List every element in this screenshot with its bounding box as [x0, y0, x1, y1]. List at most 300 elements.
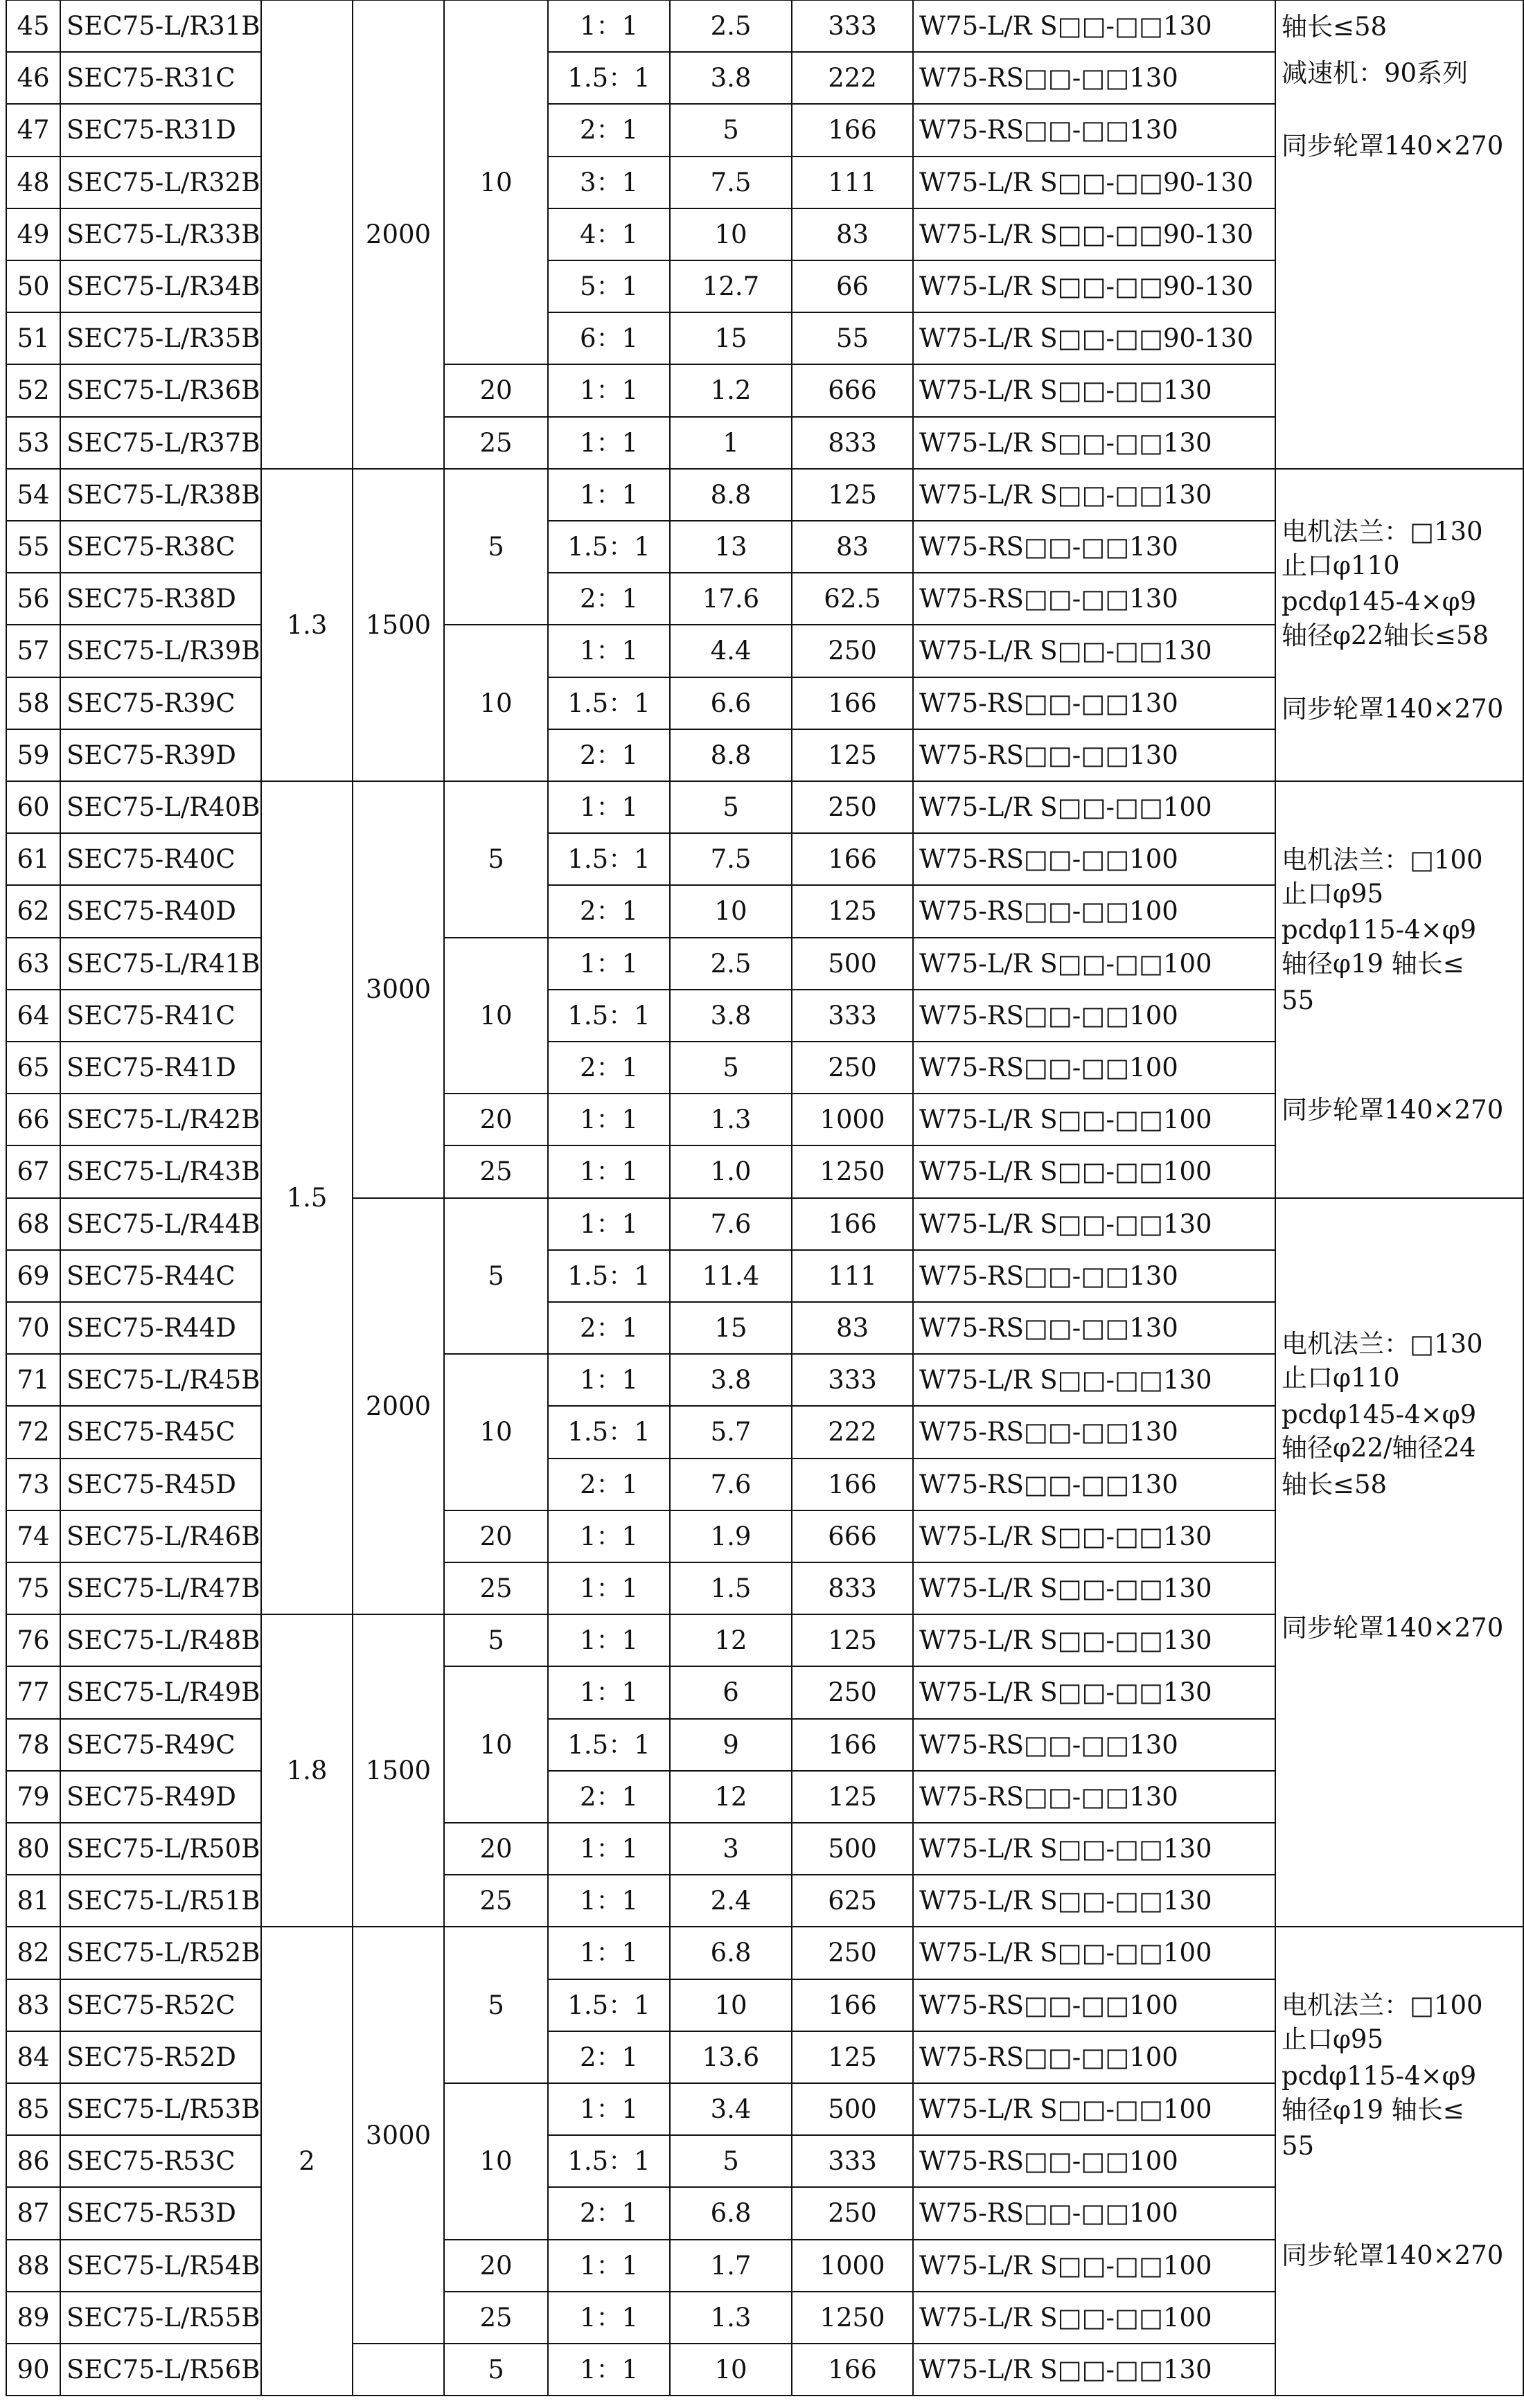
ratio-cell: 1：1 — [547, 1874, 671, 1927]
row-number: 62 — [6, 884, 61, 938]
model-code: SEC75-L/R44B — [60, 1197, 262, 1251]
gear-ratio-group: 10 — [443, 1666, 549, 1823]
remark-line: 55 — [1282, 985, 1315, 1015]
row-number: 49 — [6, 208, 61, 261]
gear-ratio-group: 20 — [443, 1093, 549, 1146]
torque-cell: 10 — [669, 884, 792, 938]
remark-line: 同步轮罩140×270 — [1282, 693, 1504, 724]
row-number: 70 — [6, 1301, 61, 1355]
remark-line: 轴长≤58 — [1282, 11, 1388, 42]
speed-cell: 166 — [791, 2343, 914, 2396]
row-number: 87 — [6, 2186, 61, 2240]
row-number: 51 — [6, 312, 61, 365]
ratio-cell: 1：1 — [547, 468, 671, 521]
row-number: 85 — [6, 2083, 61, 2136]
model-code: SEC75-R52D — [60, 2031, 262, 2084]
torque-cell: 10 — [669, 208, 792, 261]
part-number: W75-L/R S□□-□□130 — [912, 1510, 1276, 1563]
model-code: SEC75-L/R55B — [60, 2291, 262, 2344]
torque-cell: 3.8 — [669, 989, 792, 1042]
torque-cell: 1 — [669, 416, 792, 470]
row-number: 47 — [6, 103, 61, 157]
model-code: SEC75-L/R53B — [60, 2083, 262, 2136]
remark-line: 电机法兰：□100 — [1282, 844, 1483, 875]
speed-cell: 125 — [791, 468, 914, 521]
part-number: W75-RS□□-□□130 — [912, 1718, 1276, 1772]
model-code: SEC75-L/R32B — [60, 156, 262, 209]
model-code: SEC75-L/R40B — [60, 781, 262, 834]
model-code: SEC75-L/R36B — [60, 364, 262, 417]
ratio-cell: 1：1 — [547, 1510, 671, 1563]
torque-cell: 12.7 — [669, 260, 792, 313]
ratio-cell: 1：1 — [547, 781, 671, 834]
remark-line: 止口φ110 — [1282, 1362, 1400, 1393]
model-code: SEC75-L/R56B — [60, 2343, 262, 2396]
torque-cell: 12 — [669, 1770, 792, 1823]
model-code: SEC75-L/R43B — [60, 1145, 262, 1198]
part-number: W75-L/R S□□-□□90-130 — [912, 312, 1276, 365]
ratio-cell: 1：1 — [547, 2239, 671, 2292]
row-number: 84 — [6, 2031, 61, 2084]
part-number: W75-L/R S□□-□□90-130 — [912, 156, 1276, 209]
ratio-cell: 1：1 — [547, 1562, 671, 1615]
model-code: SEC75-R38C — [60, 520, 262, 573]
model-code: SEC75-L/R50B — [60, 1822, 262, 1875]
speed-cell: 666 — [791, 364, 914, 417]
model-code: SEC75-L/R45B — [60, 1353, 262, 1407]
ratio-cell: 2：1 — [547, 103, 671, 157]
row-number: 64 — [6, 989, 61, 1042]
model-code: SEC75-R38D — [60, 572, 262, 625]
part-number: W75-L/R S□□-□□130 — [912, 468, 1276, 521]
torque-cell: 15 — [669, 312, 792, 365]
speed-cell: 250 — [791, 1926, 914, 1979]
ratio-cell: 2：1 — [547, 1301, 671, 1355]
remark-line: 止口φ95 — [1282, 2024, 1383, 2054]
speed-cell: 1250 — [791, 2291, 914, 2344]
torque-cell: 6.6 — [669, 677, 792, 730]
speed-cell: 166 — [791, 677, 914, 730]
part-number: W75-RS□□-□□130 — [912, 1405, 1276, 1459]
remark-line: 轴径φ19 轴长≤ — [1282, 2094, 1464, 2125]
part-number: W75-L/R S□□-□□130 — [912, 364, 1276, 417]
torque-cell: 17.6 — [669, 572, 792, 625]
row-number: 74 — [6, 1510, 61, 1563]
gear-ratio-group: 10 — [443, 1353, 549, 1511]
part-number: W75-L/R S□□-□□100 — [912, 1145, 1276, 1198]
torque-cell: 6.8 — [669, 1926, 792, 1979]
row-number: 68 — [6, 1197, 61, 1251]
gear-ratio-group: 5 — [443, 2343, 549, 2396]
ratio-cell: 2：1 — [547, 2186, 671, 2240]
gear-ratio-group: 5 — [443, 1614, 549, 1667]
ratio-cell: 1.5：1 — [547, 51, 671, 105]
speed-cell: 833 — [791, 416, 914, 470]
speed-cell: 166 — [791, 1197, 914, 1251]
part-number: W75-RS□□-□□100 — [912, 2186, 1276, 2240]
speed-cell: 250 — [791, 624, 914, 677]
gear-ratio-group: 20 — [443, 1510, 549, 1563]
speed-cell: 111 — [791, 156, 914, 209]
model-code: SEC75-L/R34B — [60, 260, 262, 313]
ratio-cell: 1：1 — [547, 1353, 671, 1407]
model-code: SEC75-R49D — [60, 1770, 262, 1823]
speed-cell: 625 — [791, 1874, 914, 1927]
row-number: 69 — [6, 1249, 61, 1303]
part-number: W75-L/R S□□-□□130 — [912, 1614, 1276, 1667]
torque-cell: 3 — [669, 1822, 792, 1875]
row-number: 55 — [6, 520, 61, 573]
remark-line: pcdφ145-4×φ9 — [1282, 587, 1477, 617]
rpm-group: 2000 — [352, 0, 445, 470]
row-number: 48 — [6, 156, 61, 209]
ratio-cell: 2：1 — [547, 572, 671, 625]
gear-ratio-group: 5 — [443, 781, 549, 938]
row-number: 46 — [6, 51, 61, 105]
torque-cell: 5.7 — [669, 1405, 792, 1459]
speed-cell: 500 — [791, 937, 914, 990]
model-code: SEC75-L/R47B — [60, 1562, 262, 1615]
model-code: SEC75-L/R42B — [60, 1093, 262, 1146]
gear-ratio-group: 10 — [443, 624, 549, 782]
model-code: SEC75-R52C — [60, 1979, 262, 2032]
row-number: 63 — [6, 937, 61, 990]
part-number: W75-RS□□-□□130 — [912, 572, 1276, 625]
ratio-cell: 1：1 — [547, 937, 671, 990]
ratio-cell: 1：1 — [547, 1093, 671, 1146]
speed-cell: 333 — [791, 1353, 914, 1407]
remark-line: 电机法兰：□100 — [1282, 1990, 1483, 2021]
part-number: W75-L/R S□□-□□100 — [912, 2291, 1276, 2344]
row-number: 78 — [6, 1718, 61, 1772]
model-code: SEC75-R39C — [60, 677, 262, 730]
ratio-cell: 1.5：1 — [547, 2134, 671, 2188]
ratio-cell: 2：1 — [547, 729, 671, 782]
speed-cell: 250 — [791, 2186, 914, 2240]
ratio-cell: 1：1 — [547, 2343, 671, 2396]
remark-line: 同步轮罩140×270 — [1282, 1094, 1504, 1125]
remark-line: 电机法兰：□130 — [1282, 516, 1483, 546]
speed-cell: 500 — [791, 2083, 914, 2136]
torque-cell: 8.8 — [669, 468, 792, 521]
model-code: SEC75-R41C — [60, 989, 262, 1042]
gear-ratio-group: 10 — [443, 2083, 549, 2240]
speed-cell: 833 — [791, 1562, 914, 1615]
model-code: SEC75-L/R52B — [60, 1926, 262, 1979]
row-number: 52 — [6, 364, 61, 417]
ratio-cell: 2：1 — [547, 1458, 671, 1511]
model-code: SEC75-R44C — [60, 1249, 262, 1303]
torque-cell: 10 — [669, 2343, 792, 2396]
torque-cell: 13.6 — [669, 2031, 792, 2084]
remark-line: 轴径φ22/轴径24 — [1282, 1433, 1476, 1463]
power-group: 1.5 — [260, 781, 353, 1615]
ratio-cell: 1：1 — [547, 1926, 671, 1979]
row-number: 76 — [6, 1614, 61, 1667]
rpm-group — [352, 2343, 445, 2396]
model-code: SEC75-R53C — [60, 2134, 262, 2188]
part-number: W75-RS□□-□□130 — [912, 729, 1276, 782]
row-number: 58 — [6, 677, 61, 730]
ratio-cell: 1.5：1 — [547, 832, 671, 886]
torque-cell: 3.4 — [669, 2083, 792, 2136]
model-code: SEC75-R49C — [60, 1718, 262, 1772]
part-number: W75-L/R S□□-□□100 — [912, 1926, 1276, 1979]
remark-line: 同步轮罩140×270 — [1282, 1612, 1504, 1643]
ratio-cell: 1.5：1 — [547, 520, 671, 573]
row-number: 45 — [6, 0, 61, 53]
part-number: W75-RS□□-□□130 — [912, 677, 1276, 730]
torque-cell: 12 — [669, 1614, 792, 1667]
part-number: W75-L/R S□□-□□130 — [912, 2343, 1276, 2396]
ratio-cell: 5：1 — [547, 260, 671, 313]
part-number: W75-L/R S□□-□□130 — [912, 1562, 1276, 1615]
remark-line: 轴长≤58 — [1282, 1470, 1388, 1500]
row-number: 72 — [6, 1405, 61, 1459]
part-number: W75-RS□□-□□130 — [912, 520, 1276, 573]
power-group — [260, 0, 353, 470]
model-code: SEC75-L/R48B — [60, 1614, 262, 1667]
row-number: 80 — [6, 1822, 61, 1875]
part-number: W75-RS□□-□□130 — [912, 51, 1276, 105]
model-code: SEC75-L/R54B — [60, 2239, 262, 2292]
model-code: SEC75-L/R35B — [60, 312, 262, 365]
part-number: W75-RS□□-□□130 — [912, 1458, 1276, 1511]
part-number: W75-RS□□-□□100 — [912, 2031, 1276, 2084]
model-code: SEC75-R41D — [60, 1041, 262, 1094]
model-code: SEC75-L/R49B — [60, 1666, 262, 1719]
row-number: 75 — [6, 1562, 61, 1615]
speed-cell: 166 — [791, 1718, 914, 1772]
speed-cell: 125 — [791, 1770, 914, 1823]
row-number: 73 — [6, 1458, 61, 1511]
gear-ratio-group: 20 — [443, 2239, 549, 2292]
gear-ratio-group: 10 — [443, 0, 549, 365]
part-number: W75-L/R S□□-□□130 — [912, 1197, 1276, 1251]
remark-line: 电机法兰：□130 — [1282, 1329, 1483, 1359]
torque-cell: 1.3 — [669, 2291, 792, 2344]
torque-cell: 5 — [669, 2134, 792, 2188]
speed-cell: 83 — [791, 1301, 914, 1355]
torque-cell: 6.8 — [669, 2186, 792, 2240]
model-code: SEC75-L/R41B — [60, 937, 262, 990]
part-number: W75-RS□□-□□100 — [912, 884, 1276, 938]
model-code: SEC75-L/R37B — [60, 416, 262, 470]
speed-cell: 250 — [791, 781, 914, 834]
torque-cell: 7.5 — [669, 156, 792, 209]
ratio-cell: 1.5：1 — [547, 989, 671, 1042]
power-group: 2 — [260, 1926, 353, 2396]
speed-cell: 83 — [791, 208, 914, 261]
torque-cell: 1.9 — [669, 1510, 792, 1563]
ratio-cell: 1：1 — [547, 1197, 671, 1251]
row-number: 86 — [6, 2134, 61, 2188]
part-number: W75-L/R S□□-□□100 — [912, 937, 1276, 990]
row-number: 90 — [6, 2343, 61, 2396]
ratio-cell: 1：1 — [547, 1666, 671, 1719]
part-number: W75-RS□□-□□130 — [912, 1301, 1276, 1355]
torque-cell: 8.8 — [669, 729, 792, 782]
model-code: SEC75-R44D — [60, 1301, 262, 1355]
rpm-group: 2000 — [352, 1197, 445, 1616]
row-number: 61 — [6, 832, 61, 886]
speed-cell: 250 — [791, 1666, 914, 1719]
ratio-cell: 1：1 — [547, 1614, 671, 1667]
part-number: W75-RS□□-□□100 — [912, 1979, 1276, 2032]
torque-cell: 5 — [669, 103, 792, 157]
row-number: 77 — [6, 1666, 61, 1719]
row-number: 60 — [6, 781, 61, 834]
torque-cell: 2.5 — [669, 0, 792, 53]
speed-cell: 1000 — [791, 1093, 914, 1146]
ratio-cell: 1：1 — [547, 624, 671, 677]
part-number: W75-RS□□-□□130 — [912, 1249, 1276, 1303]
model-code: SEC75-R40D — [60, 884, 262, 938]
torque-cell: 2.4 — [669, 1874, 792, 1927]
row-number: 81 — [6, 1874, 61, 1927]
ratio-cell: 2：1 — [547, 1041, 671, 1094]
part-number: W75-L/R S□□-□□130 — [912, 0, 1276, 53]
gear-ratio-group: 5 — [443, 468, 549, 626]
part-number: W75-L/R S□□-□□100 — [912, 781, 1276, 834]
speed-cell: 83 — [791, 520, 914, 573]
rpm-group: 1500 — [352, 1614, 445, 1927]
row-number: 79 — [6, 1770, 61, 1823]
gear-ratio-group: 25 — [443, 416, 549, 470]
remark-line: pcdφ115-4×φ9 — [1282, 2060, 1477, 2091]
model-code: SEC75-R40C — [60, 832, 262, 886]
torque-cell: 1.0 — [669, 1145, 792, 1198]
model-code: SEC75-L/R39B — [60, 624, 262, 677]
model-code: SEC75-R39D — [60, 729, 262, 782]
ratio-cell: 1：1 — [547, 0, 671, 53]
torque-cell: 1.3 — [669, 1093, 792, 1146]
remark-line: 减速机：90系列 — [1282, 58, 1469, 89]
torque-cell: 1.5 — [669, 1562, 792, 1615]
ratio-cell: 2：1 — [547, 884, 671, 938]
power-group: 1.3 — [260, 468, 353, 782]
speed-cell: 125 — [791, 2031, 914, 2084]
speed-cell: 250 — [791, 1041, 914, 1094]
remark-line: pcdφ115-4×φ9 — [1282, 915, 1477, 945]
remark-line: 同步轮罩140×270 — [1282, 131, 1504, 161]
row-number: 50 — [6, 260, 61, 313]
row-number: 66 — [6, 1093, 61, 1146]
model-code: SEC75-L/R51B — [60, 1874, 262, 1927]
gear-ratio-group: 10 — [443, 937, 549, 1095]
remark-line: 同步轮罩140×270 — [1282, 2240, 1504, 2271]
part-number: W75-L/R S□□-□□130 — [912, 416, 1276, 470]
row-number: 82 — [6, 1926, 61, 1979]
part-number: W75-L/R S□□-□□90-130 — [912, 208, 1276, 261]
torque-cell: 15 — [669, 1301, 792, 1355]
speed-cell: 111 — [791, 1249, 914, 1303]
part-number: W75-RS□□-□□100 — [912, 989, 1276, 1042]
part-number: W75-RS□□-□□130 — [912, 103, 1276, 157]
torque-cell: 7.6 — [669, 1458, 792, 1511]
gear-ratio-group: 5 — [443, 1197, 549, 1355]
power-group: 1.8 — [260, 1614, 353, 1927]
remark-line: pcdφ145-4×φ9 — [1282, 1399, 1477, 1429]
ratio-cell: 1：1 — [547, 364, 671, 417]
model-code: SEC75-R31D — [60, 103, 262, 157]
ratio-cell: 1：1 — [547, 1145, 671, 1198]
ratio-cell: 1.5：1 — [547, 1979, 671, 2032]
part-number: W75-L/R S□□-□□130 — [912, 1666, 1276, 1719]
row-number: 71 — [6, 1353, 61, 1407]
rpm-group: 1500 — [352, 468, 445, 782]
model-code: SEC75-R53D — [60, 2186, 262, 2240]
torque-cell: 5 — [669, 1041, 792, 1094]
ratio-cell: 4：1 — [547, 208, 671, 261]
row-number: 88 — [6, 2239, 61, 2292]
speed-cell: 62.5 — [791, 572, 914, 625]
gear-ratio-group: 25 — [443, 2291, 549, 2344]
torque-cell: 13 — [669, 520, 792, 573]
ratio-cell: 2：1 — [547, 1770, 671, 1823]
rpm-group: 3000 — [352, 781, 445, 1199]
model-code: SEC75-R45D — [60, 1458, 262, 1511]
gear-ratio-group: 25 — [443, 1145, 549, 1198]
speed-cell: 500 — [791, 1822, 914, 1875]
row-number: 65 — [6, 1041, 61, 1094]
speed-cell: 166 — [791, 832, 914, 886]
torque-cell: 3.8 — [669, 51, 792, 105]
speed-cell: 125 — [791, 884, 914, 938]
speed-cell: 666 — [791, 1510, 914, 1563]
remark-group — [1275, 1197, 1524, 1928]
speed-cell: 66 — [791, 260, 914, 313]
ratio-cell: 2：1 — [547, 2031, 671, 2084]
remark-line: 轴径φ19 轴长≤ — [1282, 949, 1464, 979]
model-code: SEC75-L/R31B — [60, 0, 262, 53]
ratio-cell: 1：1 — [547, 1822, 671, 1875]
part-number: W75-L/R S□□-□□100 — [912, 2239, 1276, 2292]
speed-cell: 125 — [791, 1614, 914, 1667]
part-number: W75-RS□□-□□130 — [912, 1770, 1276, 1823]
model-code: SEC75-L/R33B — [60, 208, 262, 261]
torque-cell: 6 — [669, 1666, 792, 1719]
ratio-cell: 1.5：1 — [547, 1249, 671, 1303]
speed-cell: 166 — [791, 1458, 914, 1511]
model-code: SEC75-L/R46B — [60, 1510, 262, 1563]
speed-cell: 1000 — [791, 2239, 914, 2292]
speed-cell: 333 — [791, 989, 914, 1042]
torque-cell: 1.7 — [669, 2239, 792, 2292]
gear-ratio-group: 5 — [443, 1926, 549, 2084]
gear-ratio-group: 25 — [443, 1562, 549, 1615]
speed-cell: 166 — [791, 1979, 914, 2032]
model-code: SEC75-R45C — [60, 1405, 262, 1459]
remark-line: 止口φ95 — [1282, 878, 1383, 909]
torque-cell: 9 — [669, 1718, 792, 1772]
row-number: 89 — [6, 2291, 61, 2344]
row-number: 59 — [6, 729, 61, 782]
torque-cell: 7.5 — [669, 832, 792, 886]
part-number: W75-RS□□-□□100 — [912, 832, 1276, 886]
row-number: 83 — [6, 1979, 61, 2032]
torque-cell: 1.2 — [669, 364, 792, 417]
part-number: W75-L/R S□□-□□130 — [912, 1822, 1276, 1875]
ratio-cell: 3：1 — [547, 156, 671, 209]
speed-cell: 222 — [791, 51, 914, 105]
gear-ratio-group: 20 — [443, 364, 549, 417]
speed-cell: 222 — [791, 1405, 914, 1459]
speed-cell: 1250 — [791, 1145, 914, 1198]
model-code: SEC75-R31C — [60, 51, 262, 105]
part-number: W75-L/R S□□-□□100 — [912, 2083, 1276, 2136]
ratio-cell: 1：1 — [547, 2291, 671, 2344]
